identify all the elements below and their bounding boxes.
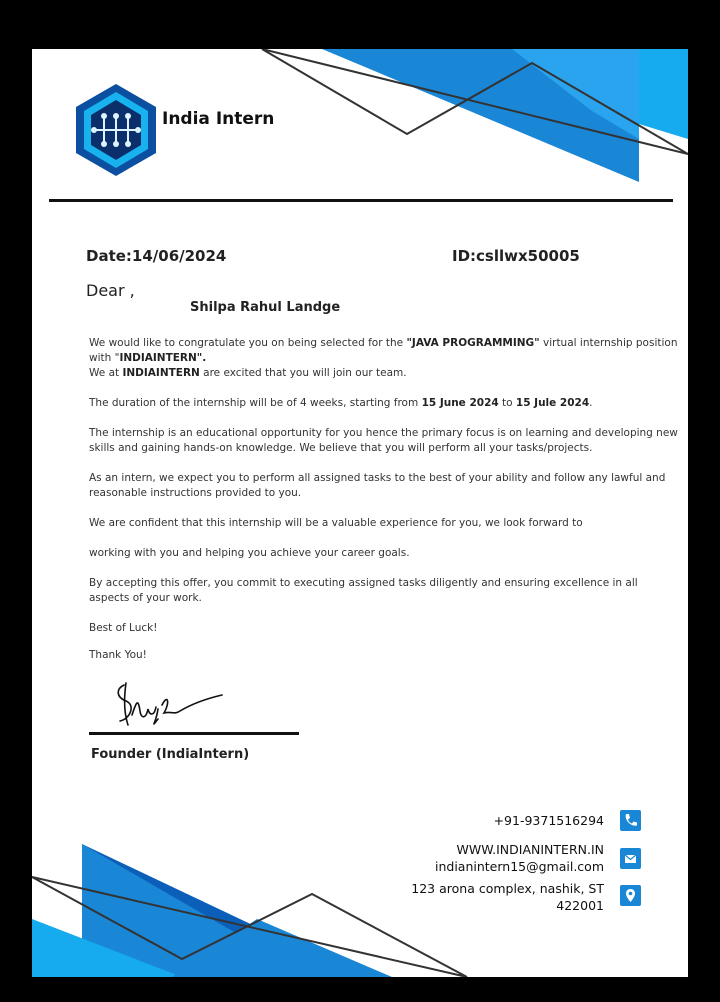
paragraph-confidence: We are confident that this internship will be a valuable experience for you, we look forward to [89, 517, 583, 529]
contact-website: WWW.INDIANINTERN.IN [456, 842, 604, 857]
letter-date: Date:14/06/2024 [86, 247, 227, 265]
recipient-name: Shilpa Rahul Landge [190, 300, 341, 315]
paragraph-expectation: As an intern, we expect you to perform all assigned tasks to the best of your ability and follow any lawful and reasonable instructions provided to you. [89, 472, 666, 499]
header-divider [49, 199, 673, 202]
location-pin-icon [620, 885, 641, 906]
contact-address-line2: 422001 [556, 898, 604, 913]
contact-email: indianintern15@gmail.com [434, 859, 604, 874]
signatory-title: Founder (IndiaIntern) [91, 747, 250, 762]
paragraph-duration: The duration of the internship will be of 4 weeks, starting from 15 June 2024 to 15 Jule 2024. [89, 397, 593, 409]
paragraph-welcome: We at INDIAINTERN are excited that you will join our team. [89, 367, 407, 379]
paragraph-education: The internship is an educational opportunity for you hence the primary focus is on learning and developing new skills and gaining hands-on knowledge. We believe that you will perform all your tasks/projects. [89, 427, 678, 454]
paragraph-congratulation: We would like to congratulate you on being selected for the "JAVA PROGRAMMING" virtual internship position with "INDIAINTERN". [89, 337, 678, 364]
contact-phone: +91-9371516294 [493, 813, 604, 828]
contact-address-line1: 123 arona complex, nashik, ST [411, 881, 604, 896]
phone-icon [620, 810, 641, 831]
closing-thanks: Thank You! [89, 649, 147, 661]
paragraph-commitment: By accepting this offer, you commit to executing assigned tasks diligently and ensuring excellence in all aspects of your work. [89, 577, 638, 604]
signature-line [89, 732, 299, 735]
brand-name: India Intern [162, 109, 275, 129]
mail-icon [620, 848, 641, 869]
paragraph-career: working with you and helping you achieve your career goals. [89, 547, 410, 559]
founder-signature [110, 675, 230, 730]
letter-page [32, 49, 688, 977]
greeting: Dear , [86, 281, 135, 300]
india-intern-logo [72, 82, 160, 178]
closing-luck: Best of Luck! [89, 622, 158, 634]
letter-body [89, 336, 681, 663]
letter-id: ID:csllwx50005 [452, 247, 580, 265]
